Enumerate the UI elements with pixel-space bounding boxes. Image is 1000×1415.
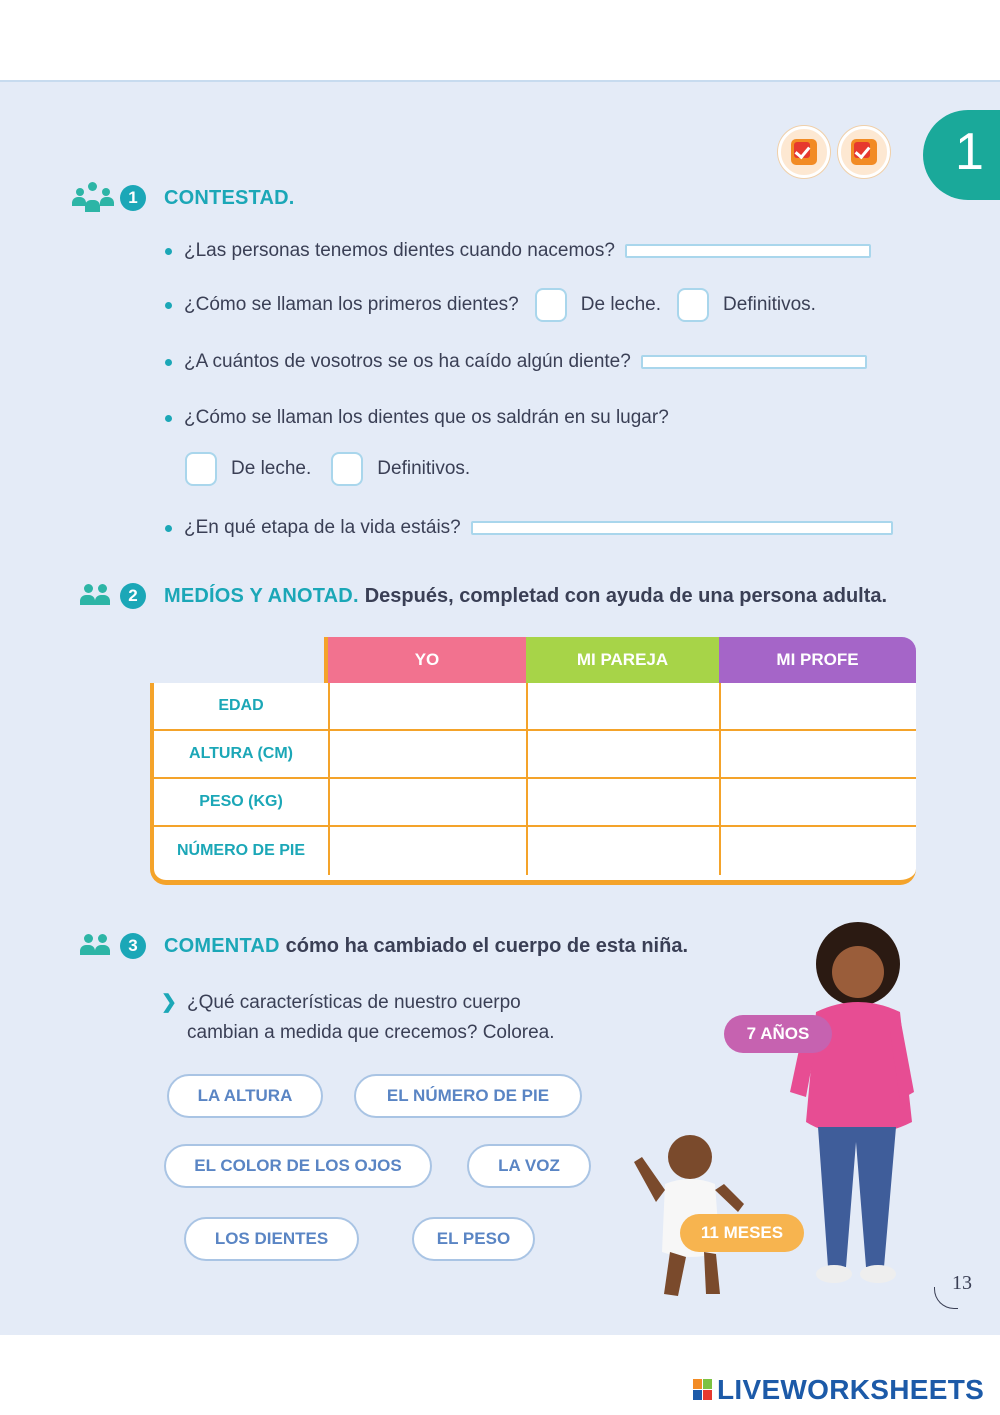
section-2-heading — [72, 580, 887, 612]
section-1-heading — [72, 182, 295, 214]
answer-field[interactable] — [471, 521, 893, 535]
table-row — [154, 779, 916, 827]
column-header-mi-profe: MI PROFE — [719, 637, 916, 683]
section-title: COMENTAD — [164, 934, 280, 957]
sub-question-line: ¿Qué características de nuestro cuerpo — [187, 992, 521, 1013]
checkbox-de-leche[interactable] — [535, 288, 567, 322]
table-cell[interactable] — [528, 779, 721, 825]
question-3 — [165, 351, 867, 373]
section-title: MEDÍOS Y ANOTAD. — [164, 584, 359, 607]
table-cell[interactable] — [721, 683, 916, 729]
table-cell[interactable] — [721, 779, 916, 825]
girl-figure — [790, 922, 914, 1283]
section-instruction: cómo ha cambiado el cuerpo de esta niña. — [285, 934, 689, 957]
table-cell[interactable] — [330, 683, 528, 729]
sub-question-line: cambian a medida que crecemos? Colorea. — [187, 1022, 555, 1043]
option-pill-los-dientes[interactable]: LOS DIENTES — [184, 1217, 359, 1261]
pair-icon — [72, 930, 116, 962]
section-number: 3 — [120, 933, 146, 959]
liveworksheets-logo-icon — [693, 1379, 713, 1401]
option-pill-la-altura[interactable]: LA ALTURA — [167, 1074, 323, 1118]
table-row — [154, 827, 916, 875]
section-title: CONTESTAD. — [164, 186, 295, 209]
section-number: 2 — [120, 583, 146, 609]
checkbox-de-leche[interactable] — [185, 452, 217, 486]
pair-icon — [72, 580, 116, 612]
measurement-table — [150, 637, 916, 885]
table-cell[interactable] — [330, 827, 528, 875]
option-pill-el-peso[interactable]: EL PESO — [412, 1217, 535, 1261]
worksheet-page — [0, 80, 1000, 1335]
option-label: Definitivos. — [377, 458, 471, 479]
checklist-badge-icon — [838, 126, 890, 178]
question-text: ¿A cuántos de vosotros se os ha caído algún diente? — [184, 351, 631, 372]
table-cell[interactable] — [721, 731, 916, 777]
age-tag-girl: 7 AÑOS — [724, 1015, 832, 1053]
page-number: 13 — [952, 1272, 972, 1294]
table-row — [154, 731, 916, 779]
bullet-icon — [165, 302, 172, 309]
checklist-badge-icon — [778, 126, 830, 178]
option-label: De leche. — [580, 294, 662, 315]
answer-field[interactable] — [625, 244, 871, 258]
table-cell[interactable] — [528, 683, 721, 729]
question-1 — [165, 240, 871, 262]
table-cell[interactable] — [721, 827, 916, 875]
table-cell[interactable] — [528, 827, 721, 875]
bullet-icon — [165, 415, 172, 422]
question-2 — [165, 288, 816, 322]
row-label: EDAD — [154, 683, 330, 729]
question-4-options — [169, 452, 470, 486]
bullet-icon — [165, 248, 172, 255]
row-label: PESO (KG) — [154, 779, 330, 825]
checkbox-definitivos[interactable] — [677, 288, 709, 322]
option-pill-el-numero-de-pie[interactable]: EL NÚMERO DE PIE — [354, 1074, 582, 1118]
brand-name: LIVEWORKSHEETS — [717, 1374, 985, 1405]
option-pill-la-voz[interactable]: LA VOZ — [467, 1144, 591, 1188]
column-header-yo: YO — [328, 637, 526, 683]
column-header-mi-pareja: MI PAREJA — [526, 637, 719, 683]
table-cell[interactable] — [528, 731, 721, 777]
question-text: ¿En qué etapa de la vida estáis? — [184, 517, 461, 538]
row-label: NÚMERO DE PIE — [154, 827, 330, 875]
table-body — [150, 683, 916, 885]
arrow-icon: ❯ — [161, 992, 177, 1013]
table-row — [154, 683, 916, 731]
table-cell[interactable] — [330, 731, 528, 777]
age-tag-baby: 11 MESES — [680, 1214, 804, 1252]
question-5 — [165, 517, 893, 539]
bullet-icon — [165, 359, 172, 366]
option-pill-el-color-de-los-ojos[interactable]: EL COLOR DE LOS OJOS — [164, 1144, 432, 1188]
option-label: Definitivos. — [723, 294, 816, 315]
section-instruction: Después, completad con ayuda de una persona adulta. — [364, 584, 888, 607]
table-cell[interactable] — [330, 779, 528, 825]
question-4 — [165, 407, 669, 429]
unit-number-badge: 1 — [923, 110, 1000, 200]
checkbox-definitivos[interactable] — [331, 452, 363, 486]
question-text: ¿Las personas tenemos dientes cuando nacemos? — [184, 240, 615, 261]
option-label: De leche. — [231, 458, 312, 479]
bullet-icon — [165, 525, 172, 532]
section-number: 1 — [120, 185, 146, 211]
liveworksheets-logo[interactable] — [693, 1374, 984, 1406]
question-text: ¿Cómo se llaman los primeros dientes? — [184, 294, 519, 315]
question-text: ¿Cómo se llaman los dientes que os saldrán en su lugar? — [184, 407, 669, 428]
page-number-decoration — [934, 1287, 958, 1309]
sub-question — [161, 988, 555, 1048]
row-label: ALTURA (CM) — [154, 731, 330, 777]
section-3-heading — [72, 930, 688, 962]
answer-field[interactable] — [641, 355, 867, 369]
table-header — [328, 637, 916, 683]
group-icon — [72, 182, 116, 214]
